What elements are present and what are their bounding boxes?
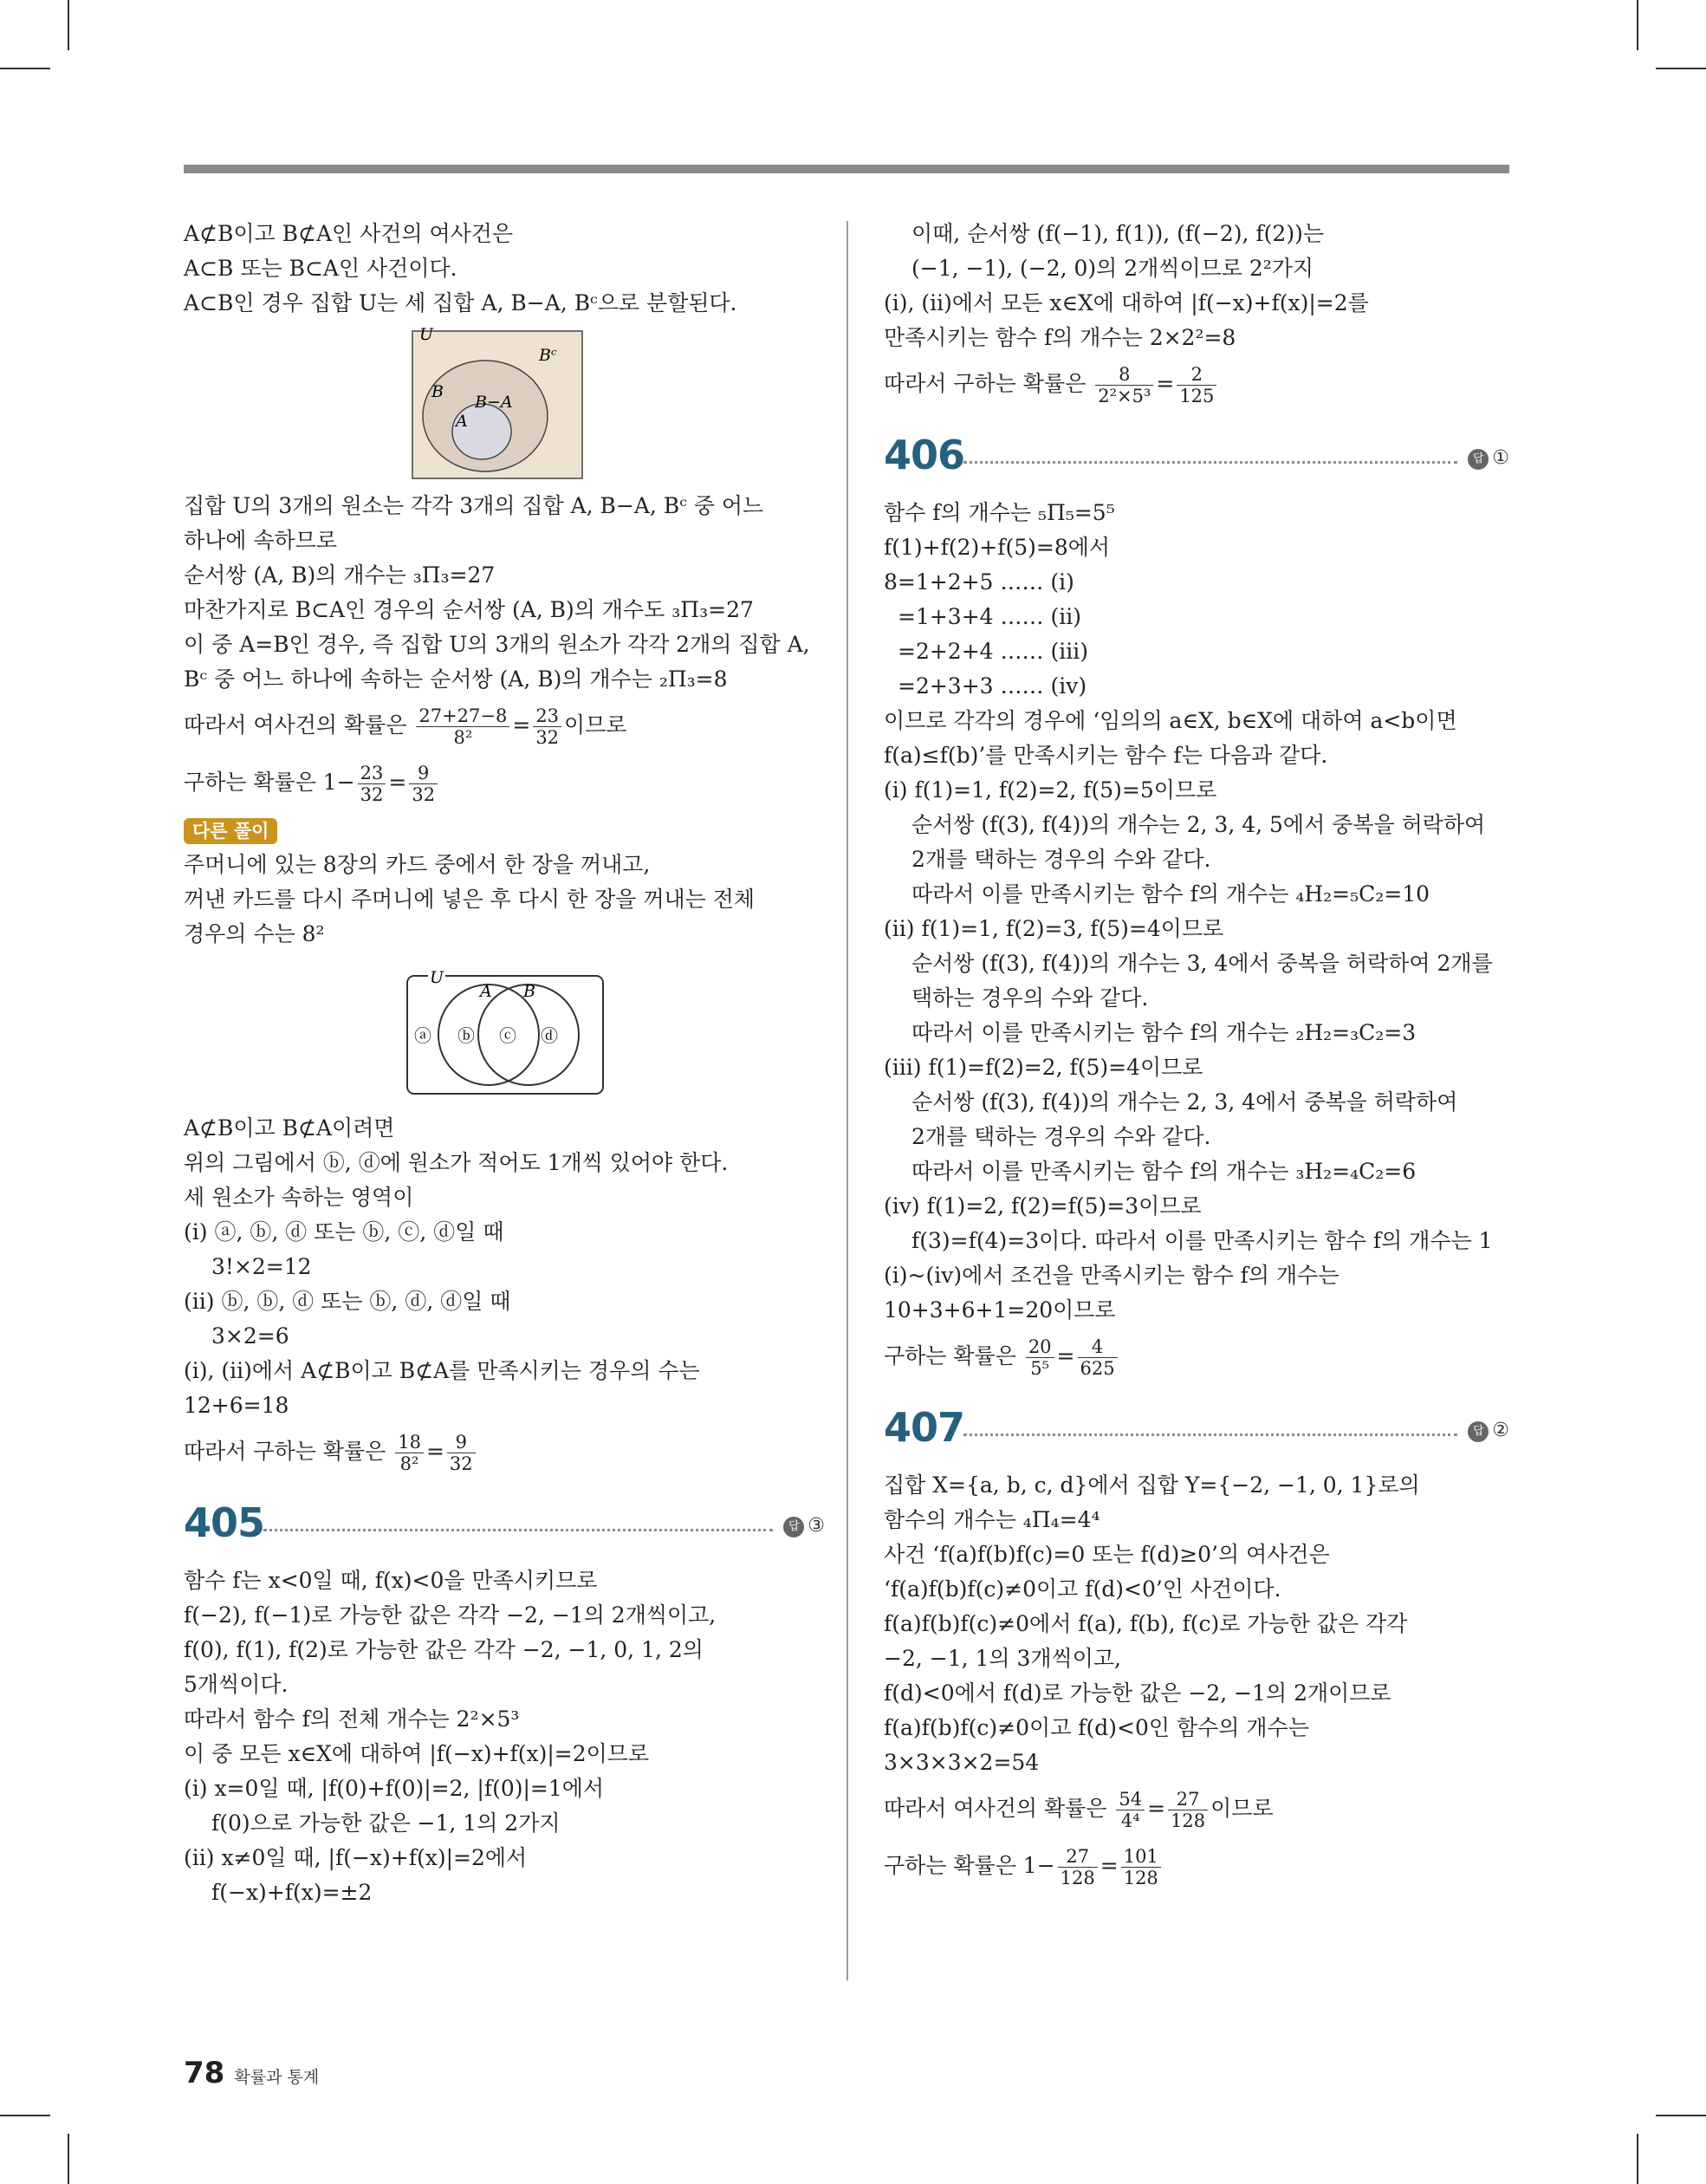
text-line: =1+3+4 …… (ⅱ) xyxy=(898,604,1081,629)
text-line: f(a)f(b)f(c)≠0이고 f(d)<0인 함수의 개수는 xyxy=(884,1715,1309,1740)
text-line: 마찬가지로 B⊂A인 경우의 순서쌍 (A, B)의 개수도 ₃Π₃=27 xyxy=(184,597,754,622)
venn-diagram-regions xyxy=(402,962,610,1101)
problem-number: 406 xyxy=(884,432,965,478)
answer-mark-icon: 답 xyxy=(1468,449,1489,470)
text-line: 사건 ‘f(a)f(b)f(c)=0 또는 f(d)≥0’의 여사건은 xyxy=(884,1542,1330,1567)
text-line: 이 중 모든 x∈X에 대하여 |f(−x)+f(x)|=2이므로 xyxy=(184,1741,650,1766)
numerator: 54 xyxy=(1116,1789,1145,1810)
text-line: (ⅰ) f(1)=1, f(2)=2, f(5)=5이므로 xyxy=(884,777,1217,803)
venn-regions-svg xyxy=(402,962,610,1101)
text-line: 3×3×3×2=54 xyxy=(884,1750,1040,1775)
alt-solution-badge: 다른 풀이 xyxy=(184,818,277,844)
numerator: 9 xyxy=(447,1432,476,1453)
text-line: 하나에 속하므로 xyxy=(184,528,337,553)
text-line: f(1)+f(2)+f(5)=8에서 xyxy=(884,535,1111,560)
text-line: 순서쌍 (f(3), f(4))의 개수는 3, 4에서 중복을 허락하여 2개를 xyxy=(911,951,1493,976)
problem-header-407 xyxy=(884,1385,1509,1468)
prob-prefix: 따라서 여사건의 확률은 xyxy=(184,712,407,738)
crop-mark xyxy=(0,68,50,69)
text-line: 함수 f의 개수는 ₅Π₅=5⁵ xyxy=(884,500,1115,525)
text-line: A⊂B인 경우 집합 U는 세 집합 A, B−A, Bᶜ으로 분할된다. xyxy=(184,290,737,315)
denominator: 32 xyxy=(535,727,560,748)
denominator: 32 xyxy=(360,784,384,805)
text-line: A⊄B이고 B⊄A이려면 xyxy=(184,1115,395,1141)
venn-diagram-subsets xyxy=(407,326,589,484)
denominator: 32 xyxy=(412,784,436,805)
text-line: f(3)=f(4)=3이다. 따라서 이를 만족시키는 함수 f의 개수는 1 xyxy=(911,1228,1493,1253)
text-line: 2개를 택하는 경우의 수와 같다. xyxy=(911,847,1211,872)
text-line: (ⅰ), (ⅱ)에서 모든 x∈X에 대하여 |f(−x)+f(x)|=2를 xyxy=(884,290,1369,315)
dotted-leader xyxy=(263,1529,773,1531)
crop-mark xyxy=(1637,0,1638,50)
text-line: 위의 그림에서 ⓑ, ⓓ에 원소가 적어도 1개씩 있어야 한다. xyxy=(184,1150,729,1175)
answer-value: ② xyxy=(1492,1420,1509,1441)
label-a: A xyxy=(456,412,468,431)
text-line: 3!×2=12 xyxy=(211,1254,312,1279)
problem-number: 405 xyxy=(184,1499,265,1546)
page-footer xyxy=(184,2056,319,2090)
text-line: 순서쌍 (A, B)의 개수는 ₃Π₃=27 xyxy=(184,562,496,588)
prob-suffix: 이므로 xyxy=(564,712,627,738)
text-line: =2+2+4 …… (ⅲ) xyxy=(898,639,1088,664)
text-line: f(d)<0에서 f(d)로 가능한 값은 −2, −1의 2개이므로 xyxy=(884,1680,1391,1706)
text-line: 세 원소가 속하는 영역이 xyxy=(184,1185,414,1210)
region-a-label: ⓐ xyxy=(414,1025,431,1046)
text-line: f(a)f(b)f(c)≠0에서 f(a), f(b), f(c)로 가능한 값은 각각 xyxy=(884,1611,1408,1636)
text-line: 따라서 이를 만족시키는 함수 f의 개수는 ₂H₂=₃C₂=3 xyxy=(911,1020,1417,1045)
fraction xyxy=(1095,364,1153,406)
text-line: 3×2=6 xyxy=(211,1323,289,1349)
label-u: U xyxy=(430,968,444,987)
dotted-leader xyxy=(963,461,1457,464)
numerator: 20 xyxy=(1026,1336,1054,1358)
text-line: (ⅱ) ⓑ, ⓑ, ⓓ 또는 ⓑ, ⓓ, ⓓ일 때 xyxy=(184,1289,511,1314)
prob-prefix: 따라서 여사건의 확률은 xyxy=(884,1796,1107,1821)
probability-line xyxy=(884,1837,1509,1895)
equals-sign: = xyxy=(425,1439,444,1464)
text-line: (ⅰ)~(ⅳ)에서 조건을 만족시키는 함수 f의 개수는 xyxy=(884,1263,1340,1288)
denominator: 32 xyxy=(449,1453,473,1474)
answer-label xyxy=(783,1515,825,1537)
fraction xyxy=(1026,1336,1054,1379)
denominator: 8² xyxy=(453,727,473,748)
probability-line xyxy=(884,355,1509,413)
text-line: 집합 U의 3개의 원소는 각각 3개의 집합 A, B−A, Bᶜ 중 어느 xyxy=(184,493,764,518)
fraction xyxy=(409,763,438,805)
numerator: 27 xyxy=(1168,1789,1208,1810)
prob-prefix: 구하는 확률은 xyxy=(884,1343,1016,1368)
crop-mark xyxy=(68,2134,69,2184)
prob-prefix: 따라서 구하는 확률은 xyxy=(884,371,1087,396)
text-line: 10+3+6+1=20이므로 xyxy=(884,1297,1116,1323)
fraction xyxy=(1058,1846,1098,1888)
probability-line xyxy=(184,1423,825,1480)
problem-header-405 xyxy=(184,1480,825,1563)
prob-prefix: 구하는 확률은 1− xyxy=(184,770,355,795)
region-c-label: ⓒ xyxy=(499,1025,516,1046)
label-b-minus-a: B−A xyxy=(475,393,513,412)
equals-sign: = xyxy=(1099,1853,1119,1878)
crop-mark xyxy=(1637,2134,1638,2184)
fraction xyxy=(1078,1336,1118,1379)
text-line: f(a)≤f(b)’를 만족시키는 함수 f는 다음과 같다. xyxy=(884,743,1328,768)
fraction xyxy=(533,705,561,748)
fraction xyxy=(1177,364,1216,406)
answer-label xyxy=(1468,1420,1509,1442)
answer-value: ③ xyxy=(808,1515,825,1537)
text-line: f(0), f(1), f(2)로 가능한 값은 각각 −2, −1, 0, 1, 2의 xyxy=(184,1637,704,1662)
text-line: 집합 X={a, b, c, d}에서 집합 Y={−2, −1, 0, 1}로의 xyxy=(884,1472,1420,1498)
text-line: 함수의 개수는 ₄Π₄=4⁴ xyxy=(884,1507,1100,1532)
problem-header-406 xyxy=(884,413,1509,496)
fraction xyxy=(1116,1789,1145,1831)
text-line: ‘f(a)f(b)f(c)≠0이고 f(d)<0’인 사건이다. xyxy=(884,1576,1281,1602)
text-line: (ⅱ) f(1)=1, f(2)=3, f(5)=4이므로 xyxy=(884,916,1224,941)
numerator: 27 xyxy=(1058,1846,1098,1868)
answer-mark-icon: 답 xyxy=(1468,1421,1489,1442)
probability-line xyxy=(184,754,825,811)
denominator: 8² xyxy=(399,1453,419,1474)
fraction xyxy=(447,1432,476,1474)
text-line: 2개를 택하는 경우의 수와 같다. xyxy=(911,1124,1211,1149)
label-u: U xyxy=(419,326,434,344)
denominator: 2²×5³ xyxy=(1098,386,1151,406)
text-line: 만족시키는 함수 f의 개수는 2×2²=8 xyxy=(884,325,1236,350)
probability-line xyxy=(184,697,825,754)
prob-prefix: 구하는 확률은 1− xyxy=(884,1853,1055,1878)
equals-sign: = xyxy=(512,712,531,738)
text-line: 꺼낸 카드를 다시 주머니에 넣은 후 다시 한 장을 꺼내는 전체 xyxy=(184,887,756,912)
text-line: 함수 f는 x<0일 때, f(x)<0을 만족시키므로 xyxy=(184,1568,598,1593)
crop-mark xyxy=(0,2115,50,2116)
numerator: 8 xyxy=(1095,364,1153,386)
text-line: =2+3+3 …… (ⅳ) xyxy=(898,673,1087,699)
equals-sign: = xyxy=(388,770,407,795)
text-line: 택하는 경우의 수와 같다. xyxy=(911,985,1149,1011)
text-line: 12+6=18 xyxy=(184,1393,289,1418)
denominator: 4⁴ xyxy=(1120,1810,1140,1831)
numerator: 27+27−8 xyxy=(416,705,509,727)
denominator: 625 xyxy=(1080,1358,1115,1379)
text-line: f(−2), f(−1)로 가능한 값은 각각 −2, −1의 2개씩이고, xyxy=(184,1602,717,1628)
numerator: 101 xyxy=(1121,1846,1161,1868)
text-line: (ⅰ) ⓐ, ⓑ, ⓓ 또는 ⓑ, ⓒ, ⓓ일 때 xyxy=(184,1219,504,1245)
text-line: 따라서 이를 만족시키는 함수 f의 개수는 ₄H₂=₅C₂=10 xyxy=(911,881,1430,907)
denominator: 128 xyxy=(1171,1810,1206,1831)
fraction xyxy=(358,763,386,805)
answer-label xyxy=(1468,447,1509,470)
label-b: B xyxy=(431,382,444,401)
numerator: 18 xyxy=(395,1432,424,1453)
text-line: (ⅲ) f(1)=f(2)=2, f(5)=4이므로 xyxy=(884,1055,1203,1080)
fraction xyxy=(1121,1846,1161,1888)
column-divider xyxy=(847,221,848,1980)
dotted-leader xyxy=(963,1433,1457,1436)
text-line: 8=1+2+5 …… (ⅰ) xyxy=(884,569,1074,595)
text-line: (ⅰ) x=0일 때, |f(0)+f(0)|=2, |f(0)|=1에서 xyxy=(184,1776,605,1801)
label-b: B xyxy=(523,982,535,1001)
venn-subsets-svg xyxy=(407,326,589,484)
numerator: 4 xyxy=(1078,1336,1118,1358)
text-line: 순서쌍 (f(3), f(4))의 개수는 2, 3, 4, 5에서 중복을 허락하여 xyxy=(911,812,1486,837)
text-line: A⊄B이고 B⊄A인 사건의 여사건은 xyxy=(184,221,514,246)
denominator: 128 xyxy=(1060,1868,1095,1888)
crop-mark xyxy=(68,0,69,50)
text-line: 이 중 A=B인 경우, 즉 집합 U의 3개의 원소가 각각 2개의 집합 A, xyxy=(184,632,810,657)
region-b-label: ⓑ xyxy=(457,1025,475,1046)
text-line: f(0)으로 가능한 값은 −1, 1의 2가지 xyxy=(211,1810,561,1836)
text-line: 이때, 순서쌍 (f(−1), f(1)), (f(−2), f(2))는 xyxy=(911,221,1324,246)
text-line: 순서쌍 (f(3), f(4))의 개수는 2, 3, 4에서 중복을 허락하여 xyxy=(911,1089,1458,1115)
problem-number: 407 xyxy=(884,1404,965,1451)
equals-sign: = xyxy=(1056,1343,1075,1368)
equals-sign: = xyxy=(1147,1796,1166,1821)
numerator: 2 xyxy=(1177,364,1216,386)
text-line: (ⅰ), (ⅱ)에서 A⊄B이고 B⊄A를 만족시키는 경우의 수는 xyxy=(184,1358,700,1383)
label-a: A xyxy=(480,982,492,1001)
crop-mark xyxy=(1656,2115,1706,2116)
fraction xyxy=(395,1432,424,1474)
text-line: 이므로 각각의 경우에 ‘임의의 a∈X, b∈X에 대하여 a<b이면 xyxy=(884,708,1457,733)
text-line: 주머니에 있는 8장의 카드 중에서 한 장을 꺼내고, xyxy=(184,852,651,877)
left-column xyxy=(184,217,825,1910)
text-line: 따라서 함수 f의 전체 개수는 2²×5³ xyxy=(184,1706,520,1732)
probability-line xyxy=(884,1328,1509,1385)
denominator: 125 xyxy=(1179,386,1215,406)
denominator: 5⁵ xyxy=(1030,1358,1050,1379)
fraction xyxy=(416,705,509,748)
answer-value: ① xyxy=(1492,447,1509,469)
numerator: 9 xyxy=(409,763,438,784)
label-bc: Bᶜ xyxy=(539,346,557,365)
text-line: (−1, −1), (−2, 0)의 2개씩이므로 2²가지 xyxy=(911,256,1314,281)
text-line: Bᶜ 중 어느 하나에 속하는 순서쌍 (A, B)의 개수는 ₂Π₃=8 xyxy=(184,666,728,692)
text-line: (ⅱ) x≠0일 때, |f(−x)+f(x)|=2에서 xyxy=(184,1845,528,1870)
text-line: 경우의 수는 8² xyxy=(184,921,325,946)
section-title: 확률과 통계 xyxy=(234,2068,320,2087)
crop-mark xyxy=(1656,68,1706,69)
probability-line xyxy=(884,1780,1509,1837)
fraction xyxy=(1168,1789,1208,1831)
right-column xyxy=(884,217,1509,1895)
text-line: 따라서 이를 만족시키는 함수 f의 개수는 ₃H₂=₄C₂=6 xyxy=(911,1159,1417,1184)
equals-sign: = xyxy=(1156,371,1175,396)
region-d-label: ⓓ xyxy=(541,1025,558,1046)
text-line: (ⅳ) f(1)=2, f(2)=f(5)=3이므로 xyxy=(884,1193,1202,1219)
prob-suffix: 이므로 xyxy=(1210,1796,1274,1821)
prob-prefix: 따라서 구하는 확률은 xyxy=(184,1439,386,1464)
header-rule xyxy=(184,165,1509,173)
numerator: 23 xyxy=(358,763,386,784)
page-number: 78 xyxy=(184,2056,225,2090)
denominator: 128 xyxy=(1123,1868,1158,1888)
text-line: −2, −1, 1의 3개씩이고, xyxy=(884,1646,1121,1671)
answer-mark-icon: 답 xyxy=(783,1517,804,1537)
numerator: 23 xyxy=(533,705,561,727)
text-line: f(−x)+f(x)=±2 xyxy=(211,1880,373,1905)
text-line: 5개씩이다. xyxy=(184,1672,289,1697)
text-line: A⊂B 또는 B⊂A인 사건이다. xyxy=(184,256,457,281)
